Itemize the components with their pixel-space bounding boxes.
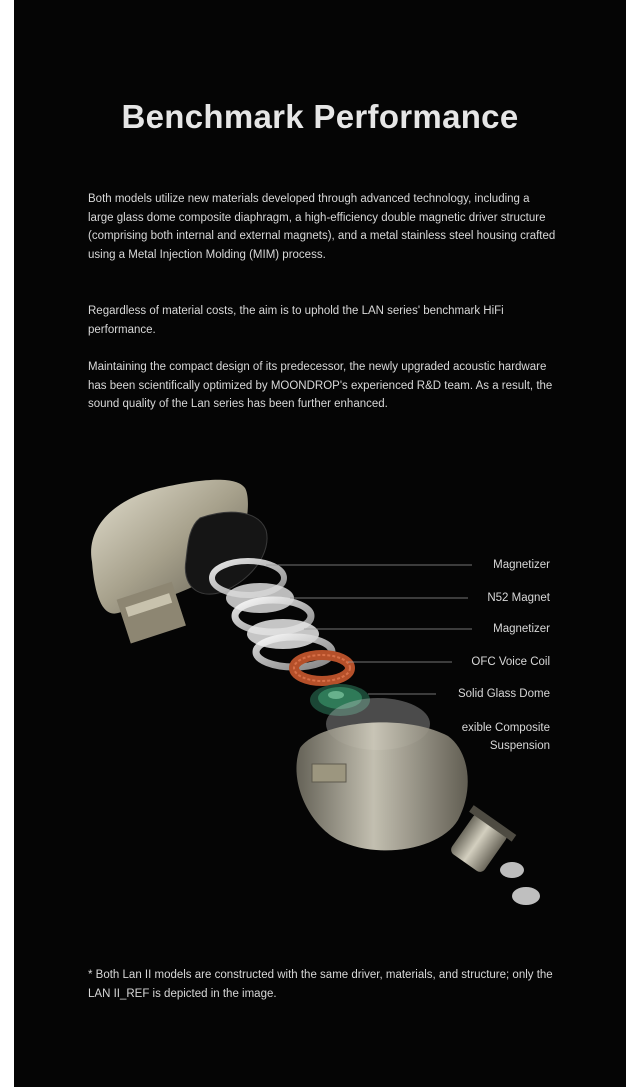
page-title: Benchmark Performance [121,98,519,135]
label-suspension-line1: exible Composite [461,722,550,734]
footnote: * Both Lan II models are constructed with the same driver, materials, and structure; only the LAN II_REF is depicted in the image. [88,969,553,1000]
paragraph-cost: Regardless of material costs, the aim is to uphold the LAN series' benchmark HiFi performance. [88,305,504,336]
label-suspension-line2: Suspension [489,740,550,752]
label-magnetizer-top: Magnetizer [493,559,550,571]
label-ofc-voice-coil: OFC Voice Coil [471,656,550,668]
label-solid-glass-dome: Solid Glass Dome [457,688,550,700]
label-magnetizer-bottom: Magnetizer [493,623,550,635]
label-n52-magnet: N52 Magnet [487,592,550,604]
paragraph-materials: Both models utilize new materials developed through advanced technology, including a large glass dome composite diaphragm, a high-efficiency double magnetic driver structure (comprising both internal and external magnets), and a metal stainless steel housing crafted using a Metal Injection Molding (MIM) process. [88,193,556,261]
paragraph-design: Maintaining the compact design of its predecessor, the newly upgraded acoustic hardware has been scientifically optimized by MOONDROP's experienced R&D team. As a result, the sound quality of the Lan series has been further enhanced. [88,361,553,410]
